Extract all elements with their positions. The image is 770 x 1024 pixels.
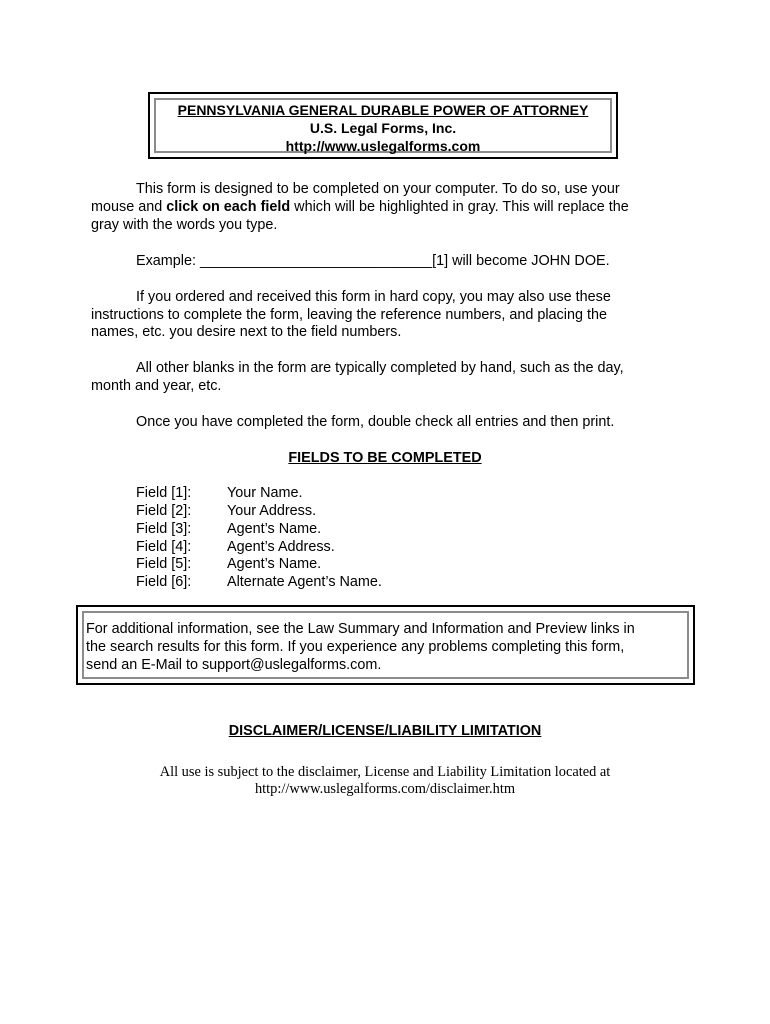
field-value: Your Name. bbox=[227, 485, 303, 501]
field-value: Agent’s Name. bbox=[227, 556, 322, 572]
field-value: Agent’s Name. bbox=[227, 521, 322, 537]
document-title: PENNSYLVANIA GENERAL DURABLE POWER OF ATTORNEY bbox=[177, 102, 589, 118]
info-line-1: For additional information, see the Law Summary and Information and Preview links in bbox=[86, 621, 635, 637]
intro-p2-line2: instructions to complete the form, leaving the reference numbers, and placing the bbox=[91, 307, 607, 323]
field-label: Field [6]: bbox=[136, 574, 192, 590]
field-label: Field [4]: bbox=[136, 539, 192, 555]
field-label: Field [1]: bbox=[136, 485, 192, 501]
intro-p1-line1: This form is designed to be completed on your computer. To do so, use your bbox=[136, 181, 620, 197]
info-line-2: the search results for this form. If you experience any problems completing this form, bbox=[86, 639, 625, 655]
company-url: http://www.uslegalforms.com bbox=[285, 138, 481, 154]
header-box bbox=[148, 92, 618, 159]
field-label: Field [5]: bbox=[136, 556, 192, 572]
intro-p4: Once you have completed the form, double check all entries and then print. bbox=[136, 414, 615, 430]
example-line: Example: _____________________________[1] will become JOHN DOE. bbox=[136, 253, 610, 269]
field-value: Alternate Agent’s Name. bbox=[227, 574, 382, 590]
intro-p1-line3: gray with the words you type. bbox=[91, 217, 278, 233]
field-value: Agent’s Address. bbox=[227, 539, 335, 555]
fields-heading: FIELDS TO BE COMPLETED bbox=[288, 450, 482, 466]
intro-p1-line2 bbox=[91, 198, 629, 216]
intro-p2-line3: names, etc. you desire next to the field numbers. bbox=[91, 324, 402, 340]
intro-p1-line2-a: mouse and bbox=[91, 199, 167, 215]
disclaimer-line-1: All use is subject to the disclaimer, License and Liability Limitation located at bbox=[159, 764, 611, 780]
intro-p1-line2-b: which will be highlighted in gray. This will replace the bbox=[290, 199, 629, 215]
field-value: Your Address. bbox=[227, 503, 317, 519]
field-label: Field [3]: bbox=[136, 521, 192, 537]
intro-p2-line1: If you ordered and received this form in hard copy, you may also use these bbox=[136, 289, 611, 305]
company-name: U.S. Legal Forms, Inc. bbox=[309, 120, 457, 136]
intro-p3-line1: All other blanks in the form are typically completed by hand, such as the day, bbox=[136, 360, 624, 376]
info-line-3: send an E-Mail to support@uslegalforms.com. bbox=[86, 657, 382, 673]
disclaimer-url: http://www.uslegalforms.com/disclaimer.htm bbox=[254, 781, 516, 797]
info-box bbox=[76, 605, 695, 685]
intro-p1-line2-bold: click on each field bbox=[166, 199, 291, 215]
intro-p3-line2: month and year, etc. bbox=[91, 378, 222, 394]
field-label: Field [2]: bbox=[136, 503, 192, 519]
disclaimer-heading: DISCLAIMER/LICENSE/LIABILITY LIMITATION bbox=[228, 723, 542, 739]
